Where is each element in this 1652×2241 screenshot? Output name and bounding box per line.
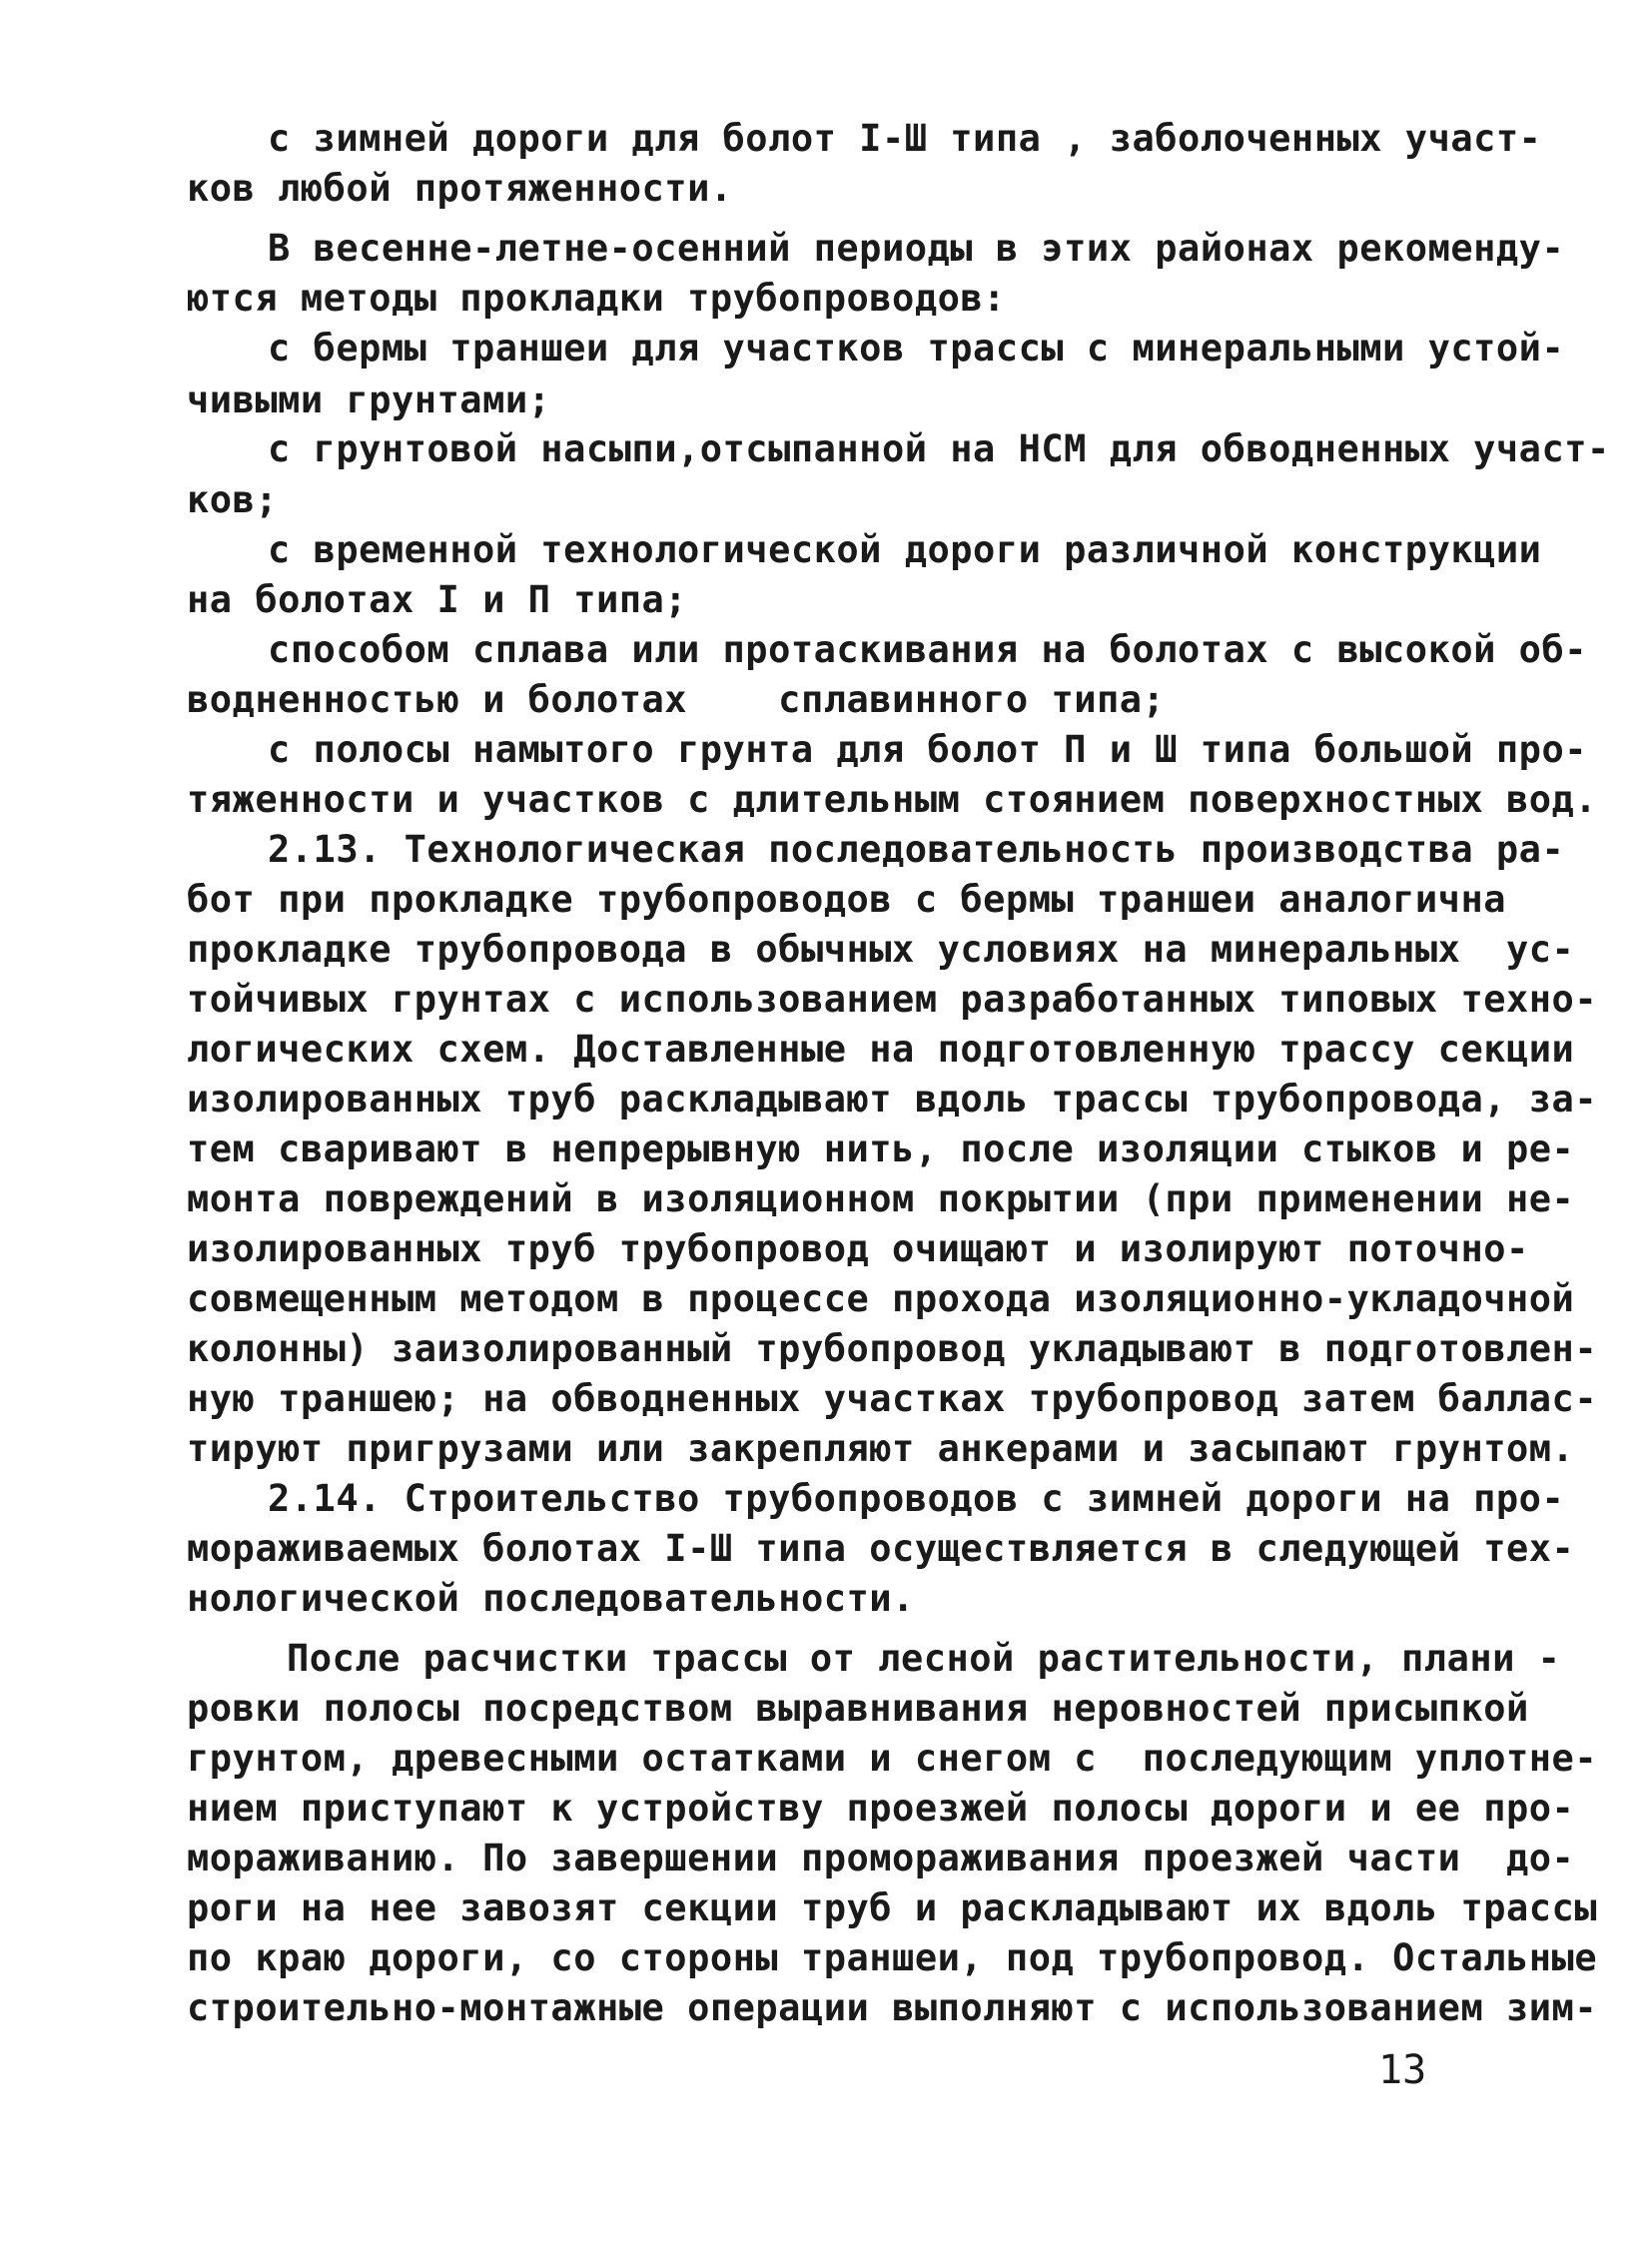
text-line: строительно-монтажные операции выполняют с использованием зим- <box>187 1986 1598 2029</box>
text-line: тойчивых грунтах с использованием разработанных типовых техно- <box>187 978 1598 1021</box>
text-line: с грунтовой насыпи,отсыпанной на НСМ для обводненных участ- <box>268 427 1610 470</box>
text-line: В весенне-летне-осенний периоды в этих районах рекоменду- <box>268 227 1565 270</box>
text-line: с временной технологической дороги различной конструкции <box>268 528 1542 571</box>
text-line: с зимней дороги для болот I-Ш типа , заболоченных участ- <box>268 117 1542 160</box>
text-line: ков любой протяженности. <box>187 167 733 210</box>
text-line: тяженности и участков с длительным стоянием поверхностных вод. <box>187 778 1598 821</box>
text-line: ются методы прокладки трубопроводов: <box>187 277 1006 320</box>
text-line: 2.14. Строительство трубопроводов с зимней дороги на про- <box>268 1477 1565 1520</box>
text-line: совмещенным методом в процессе прохода изоляционно-укладочной <box>187 1277 1575 1320</box>
text-line: с полосы намытого грунта для болот П и Ш типа большой про- <box>268 728 1588 771</box>
text-line: чивыми грунтами; <box>187 378 551 421</box>
text-line: тируют пригрузами или закрепляют анкерами и засыпают грунтом. <box>187 1427 1575 1470</box>
text-line: изолированных труб раскладывают вдоль трассы трубопровода, за- <box>187 1078 1598 1120</box>
text-line: на болотах I и П типа; <box>187 578 688 621</box>
text-line: ков; <box>187 478 279 521</box>
page-number: 13 <box>1378 2047 1427 2093</box>
text-line: логических схем. Доставленные на подготовленную трассу секции <box>187 1028 1575 1071</box>
text-line: ную траншею; на обводненных участках трубопровод затем баллас- <box>187 1377 1598 1420</box>
text-line: монта повреждений в изоляционном покрытии (при применении не- <box>187 1177 1575 1220</box>
text-line: ровки полосы посредством выравнивания неровностей присыпкой <box>187 1687 1529 1730</box>
text-line: мораживаемых болотах I-Ш типа осуществляется в следующей тех- <box>187 1527 1575 1570</box>
text-line: 2.13. Технологическая последовательность производства ра- <box>268 828 1565 871</box>
text-line: изолированных труб трубопровод очищают и изолируют поточно- <box>187 1227 1529 1270</box>
text-line: способом сплава или протаскивания на болотах с высокой об- <box>268 628 1588 671</box>
text-line: с бермы траншеи для участков трассы с минеральными устой- <box>268 327 1565 370</box>
text-line: по краю дороги, со стороны траншеи, под трубопровод. Остальные <box>187 1936 1598 1979</box>
text-line: нием приступают к устройству проезжей полосы дороги и ее про- <box>187 1787 1575 1830</box>
text-line: роги на нее завозят секции труб и раскладывают их вдоль трассы <box>187 1886 1598 1929</box>
text-line: бот при прокладке трубопроводов с бермы траншеи аналогична <box>187 878 1507 921</box>
text-line: грунтом, древесными остатками и снегом с последующим уплотне- <box>187 1737 1598 1780</box>
text-line: водненностью и болотах сплавинного типа; <box>187 678 1166 721</box>
text-line: тем сваривают в непрерывную нить, после изоляции стыков и ре- <box>187 1127 1575 1170</box>
text-line: колонны) заизолированный трубопровод укладывают в подготовлен- <box>187 1327 1598 1370</box>
text-line: прокладке трубопровода в обычных условиях на минеральных ус- <box>187 928 1575 971</box>
text-line: нологической последовательности. <box>187 1577 915 1620</box>
text-line: мораживанию. По завершении промораживания проезжей части до- <box>187 1837 1575 1879</box>
text-line: После расчистки трассы от лесной растительности, плани - <box>287 1637 1561 1680</box>
